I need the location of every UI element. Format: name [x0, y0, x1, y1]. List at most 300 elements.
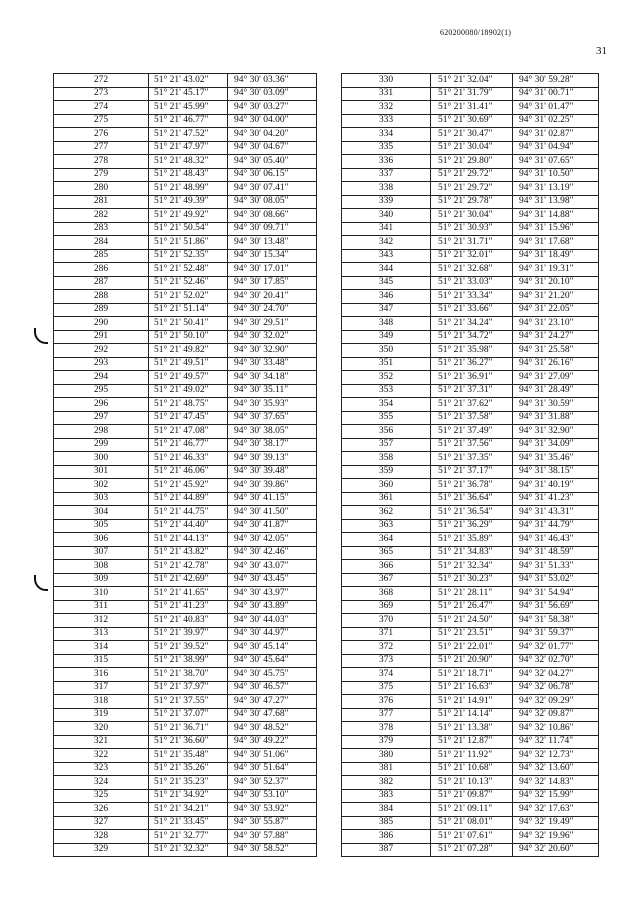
longitude-cell: 94° 30' 35.11" — [228, 384, 317, 398]
latitude-cell: 51° 21' 28.11" — [431, 587, 513, 601]
point-number-cell: 354 — [342, 398, 431, 412]
latitude-cell: 51° 21' 22.01" — [431, 641, 513, 655]
point-number-cell: 342 — [342, 236, 431, 250]
point-number-cell: 275 — [54, 114, 149, 128]
longitude-cell: 94° 31' 32.90" — [513, 425, 599, 439]
longitude-cell: 94° 31' 25.58" — [513, 344, 599, 358]
longitude-cell: 94° 32' 12.73" — [513, 749, 599, 763]
latitude-cell: 51° 21' 49.02" — [149, 384, 228, 398]
latitude-cell: 51° 21' 45.99" — [149, 101, 228, 115]
point-number-cell: 337 — [342, 168, 431, 182]
longitude-cell: 94° 30' 42.05" — [228, 533, 317, 547]
latitude-cell: 51° 21' 49.51" — [149, 357, 228, 371]
table-row — [342, 573, 599, 587]
longitude-cell: 94° 32' 04.27" — [513, 668, 599, 682]
table-row — [342, 600, 599, 614]
table-row — [54, 492, 317, 506]
point-number-cell: 322 — [54, 749, 149, 763]
latitude-cell: 51° 21' 45.92" — [149, 479, 228, 493]
point-number-cell: 283 — [54, 222, 149, 236]
latitude-cell: 51° 21' 47.45" — [149, 411, 228, 425]
point-number-cell: 294 — [54, 371, 149, 385]
point-number-cell: 305 — [54, 519, 149, 533]
latitude-cell: 51° 21' 37.49" — [431, 425, 513, 439]
point-number-cell: 279 — [54, 168, 149, 182]
longitude-cell: 94° 31' 04.94" — [513, 141, 599, 155]
longitude-cell: 94° 30' 04.20" — [228, 128, 317, 142]
table-row — [54, 573, 317, 587]
longitude-cell: 94° 31' 46.43" — [513, 533, 599, 547]
latitude-cell: 51° 21' 35.98" — [431, 344, 513, 358]
point-number-cell: 312 — [54, 614, 149, 628]
table-row — [342, 384, 599, 398]
point-number-cell: 285 — [54, 249, 149, 263]
longitude-cell: 94° 31' 21.20" — [513, 290, 599, 304]
latitude-cell: 51° 21' 34.21" — [149, 803, 228, 817]
table-row — [342, 290, 599, 304]
latitude-cell: 51° 21' 36.71" — [149, 722, 228, 736]
table-row — [342, 168, 599, 182]
longitude-cell: 94° 30' 41.15" — [228, 492, 317, 506]
table-row — [54, 411, 317, 425]
longitude-cell: 94° 30' 38.17" — [228, 438, 317, 452]
latitude-cell: 51° 21' 29.72" — [431, 168, 513, 182]
point-number-cell: 336 — [342, 155, 431, 169]
latitude-cell: 51° 21' 24.50" — [431, 614, 513, 628]
table-row — [342, 209, 599, 223]
table-row — [342, 735, 599, 749]
point-number-cell: 340 — [342, 209, 431, 223]
longitude-cell: 94° 30' 05.40" — [228, 155, 317, 169]
latitude-cell: 51° 21' 34.72" — [431, 330, 513, 344]
point-number-cell: 289 — [54, 303, 149, 317]
table-row — [54, 114, 317, 128]
point-number-cell: 309 — [54, 573, 149, 587]
longitude-cell: 94° 30' 29.51" — [228, 317, 317, 331]
point-number-cell: 311 — [54, 600, 149, 614]
longitude-cell: 94° 30' 39.86" — [228, 479, 317, 493]
latitude-cell: 51° 21' 37.97" — [149, 681, 228, 695]
longitude-cell: 94° 30' 37.65" — [228, 411, 317, 425]
latitude-cell: 51° 21' 52.48" — [149, 263, 228, 277]
longitude-cell: 94° 30' 13.48" — [228, 236, 317, 250]
point-number-cell: 368 — [342, 587, 431, 601]
table-row — [54, 546, 317, 560]
point-number-cell: 360 — [342, 479, 431, 493]
point-number-cell: 371 — [342, 627, 431, 641]
table-row — [54, 533, 317, 547]
table-row — [342, 546, 599, 560]
latitude-cell: 51° 21' 36.91" — [431, 371, 513, 385]
latitude-cell: 51° 21' 23.51" — [431, 627, 513, 641]
latitude-cell: 51° 21' 50.10" — [149, 330, 228, 344]
point-number-cell: 327 — [54, 816, 149, 830]
table-row — [54, 398, 317, 412]
point-number-cell: 273 — [54, 87, 149, 101]
table-row — [54, 519, 317, 533]
point-number-cell: 320 — [54, 722, 149, 736]
latitude-cell: 51° 21' 40.83" — [149, 614, 228, 628]
table-row — [342, 276, 599, 290]
longitude-cell: 94° 32' 02.70" — [513, 654, 599, 668]
latitude-cell: 51° 21' 47.08" — [149, 425, 228, 439]
table-row — [342, 128, 599, 142]
longitude-cell: 94° 32' 15.99" — [513, 789, 599, 803]
latitude-cell: 51° 21' 36.60" — [149, 735, 228, 749]
point-number-cell: 315 — [54, 654, 149, 668]
latitude-cell: 51° 21' 50.54" — [149, 222, 228, 236]
point-number-cell: 343 — [342, 249, 431, 263]
latitude-cell: 51° 21' 43.02" — [149, 74, 228, 88]
latitude-cell: 51° 21' 38.99" — [149, 654, 228, 668]
longitude-cell: 94° 32' 17.63" — [513, 803, 599, 817]
point-number-cell: 302 — [54, 479, 149, 493]
point-number-cell: 363 — [342, 519, 431, 533]
latitude-cell: 51° 21' 14.14" — [431, 708, 513, 722]
latitude-cell: 51° 21' 12.87" — [431, 735, 513, 749]
point-number-cell: 353 — [342, 384, 431, 398]
longitude-cell: 94° 31' 35.46" — [513, 452, 599, 466]
latitude-cell: 51° 21' 35.26" — [149, 762, 228, 776]
latitude-cell: 51° 21' 36.78" — [431, 479, 513, 493]
table-row — [342, 695, 599, 709]
table-row — [54, 762, 317, 776]
table-row — [342, 492, 599, 506]
point-number-cell: 282 — [54, 209, 149, 223]
point-number-cell: 349 — [342, 330, 431, 344]
longitude-cell: 94° 30' 32.02" — [228, 330, 317, 344]
table-row — [54, 74, 317, 88]
latitude-cell: 51° 21' 49.92" — [149, 209, 228, 223]
longitude-cell: 94° 30' 32.90" — [228, 344, 317, 358]
longitude-cell: 94° 30' 48.52" — [228, 722, 317, 736]
table-row — [54, 452, 317, 466]
point-number-cell: 274 — [54, 101, 149, 115]
point-number-cell: 364 — [342, 533, 431, 547]
longitude-cell: 94° 31' 44.79" — [513, 519, 599, 533]
table-row — [342, 533, 599, 547]
longitude-cell: 94° 30' 57.88" — [228, 830, 317, 844]
longitude-cell: 94° 31' 28.49" — [513, 384, 599, 398]
point-number-cell: 278 — [54, 155, 149, 169]
point-number-cell: 297 — [54, 411, 149, 425]
table-row — [342, 708, 599, 722]
table-row — [54, 371, 317, 385]
longitude-cell: 94° 32' 19.96" — [513, 830, 599, 844]
table-row — [54, 587, 317, 601]
table-row — [342, 789, 599, 803]
latitude-cell: 51° 21' 33.03" — [431, 276, 513, 290]
longitude-cell: 94° 31' 26.16" — [513, 357, 599, 371]
latitude-cell: 51° 21' 36.54" — [431, 506, 513, 520]
latitude-cell: 51° 21' 31.41" — [431, 101, 513, 115]
point-number-cell: 362 — [342, 506, 431, 520]
longitude-cell: 94° 30' 15.34" — [228, 249, 317, 263]
table-row — [342, 560, 599, 574]
table-row — [54, 249, 317, 263]
latitude-cell: 51° 21' 41.65" — [149, 587, 228, 601]
latitude-cell: 51° 21' 30.69" — [431, 114, 513, 128]
longitude-cell: 94° 31' 34.09" — [513, 438, 599, 452]
table-row — [54, 560, 317, 574]
latitude-cell: 51° 21' 30.93" — [431, 222, 513, 236]
point-number-cell: 333 — [342, 114, 431, 128]
longitude-cell: 94° 30' 38.05" — [228, 425, 317, 439]
table-row — [342, 236, 599, 250]
table-row — [54, 600, 317, 614]
table-row — [342, 776, 599, 790]
point-number-cell: 300 — [54, 452, 149, 466]
latitude-cell: 51° 21' 30.47" — [431, 128, 513, 142]
longitude-cell: 94° 31' 07.65" — [513, 155, 599, 169]
point-number-cell: 281 — [54, 195, 149, 209]
point-number-cell: 374 — [342, 668, 431, 682]
coordinates-table-left — [53, 73, 317, 857]
longitude-cell: 94° 31' 00.71" — [513, 87, 599, 101]
point-number-cell: 288 — [54, 290, 149, 304]
longitude-cell: 94° 31' 14.88" — [513, 209, 599, 223]
table-row — [54, 303, 317, 317]
latitude-cell: 51° 21' 46.06" — [149, 465, 228, 479]
table-row — [342, 722, 599, 736]
latitude-cell: 51° 21' 30.23" — [431, 573, 513, 587]
longitude-cell: 94° 32' 11.74" — [513, 735, 599, 749]
latitude-cell: 51° 21' 32.77" — [149, 830, 228, 844]
latitude-cell: 51° 21' 16.63" — [431, 681, 513, 695]
point-number-cell: 375 — [342, 681, 431, 695]
point-number-cell: 380 — [342, 749, 431, 763]
table-row — [342, 587, 599, 601]
longitude-cell: 94° 31' 02.25" — [513, 114, 599, 128]
table-row — [342, 654, 599, 668]
point-number-cell: 316 — [54, 668, 149, 682]
longitude-cell: 94° 31' 22.05" — [513, 303, 599, 317]
table-row — [54, 195, 317, 209]
point-number-cell: 323 — [54, 762, 149, 776]
table-row — [342, 411, 599, 425]
latitude-cell: 51° 21' 20.90" — [431, 654, 513, 668]
longitude-cell: 94° 30' 03.27" — [228, 101, 317, 115]
latitude-cell: 51° 21' 49.57" — [149, 371, 228, 385]
latitude-cell: 51° 21' 48.99" — [149, 182, 228, 196]
point-number-cell: 344 — [342, 263, 431, 277]
table-row — [342, 87, 599, 101]
point-number-cell: 292 — [54, 344, 149, 358]
table-row — [54, 803, 317, 817]
table-row — [54, 101, 317, 115]
point-number-cell: 293 — [54, 357, 149, 371]
longitude-cell: 94° 32' 01.77" — [513, 641, 599, 655]
table-row — [54, 465, 317, 479]
latitude-cell: 51° 21' 33.45" — [149, 816, 228, 830]
table-row — [54, 344, 317, 358]
latitude-cell: 51° 21' 36.27" — [431, 357, 513, 371]
coordinates-table-right — [341, 73, 599, 857]
latitude-cell: 51° 21' 30.04" — [431, 209, 513, 223]
longitude-cell: 94° 31' 01.47" — [513, 101, 599, 115]
latitude-cell: 51° 21' 49.39" — [149, 195, 228, 209]
longitude-cell: 94° 31' 18.49" — [513, 249, 599, 263]
point-number-cell: 350 — [342, 344, 431, 358]
latitude-cell: 51° 21' 44.75" — [149, 506, 228, 520]
latitude-cell: 51° 21' 38.70" — [149, 668, 228, 682]
longitude-cell: 94° 31' 23.10" — [513, 317, 599, 331]
point-number-cell: 295 — [54, 384, 149, 398]
point-number-cell: 378 — [342, 722, 431, 736]
longitude-cell: 94° 30' 51.06" — [228, 749, 317, 763]
longitude-cell: 94° 30' 43.45" — [228, 573, 317, 587]
table-row — [342, 330, 599, 344]
longitude-cell: 94° 31' 48.59" — [513, 546, 599, 560]
latitude-cell: 51° 21' 32.32" — [149, 843, 228, 857]
table-row — [54, 641, 317, 655]
table-row — [54, 749, 317, 763]
longitude-cell: 94° 31' 02.87" — [513, 128, 599, 142]
latitude-cell: 51° 21' 44.89" — [149, 492, 228, 506]
point-number-cell: 355 — [342, 411, 431, 425]
table-row — [54, 668, 317, 682]
longitude-cell: 94° 30' 39.48" — [228, 465, 317, 479]
longitude-cell: 94° 30' 51.64" — [228, 762, 317, 776]
longitude-cell: 94° 32' 10.86" — [513, 722, 599, 736]
point-number-cell: 306 — [54, 533, 149, 547]
point-number-cell: 347 — [342, 303, 431, 317]
longitude-cell: 94° 30' 08.05" — [228, 195, 317, 209]
point-number-cell: 298 — [54, 425, 149, 439]
latitude-cell: 51° 21' 34.24" — [431, 317, 513, 331]
point-number-cell: 358 — [342, 452, 431, 466]
latitude-cell: 51° 21' 29.78" — [431, 195, 513, 209]
point-number-cell: 303 — [54, 492, 149, 506]
latitude-cell: 51° 21' 29.80" — [431, 155, 513, 169]
point-number-cell: 324 — [54, 776, 149, 790]
latitude-cell: 51° 21' 32.04" — [431, 74, 513, 88]
longitude-cell: 94° 30' 17.01" — [228, 263, 317, 277]
page-number: 31 — [596, 45, 607, 57]
table-row — [54, 830, 317, 844]
latitude-cell: 51° 21' 37.62" — [431, 398, 513, 412]
longitude-cell: 94° 30' 47.68" — [228, 708, 317, 722]
table-row — [54, 276, 317, 290]
point-number-cell: 290 — [54, 317, 149, 331]
latitude-cell: 51° 21' 32.68" — [431, 263, 513, 277]
longitude-cell: 94° 32' 09.87" — [513, 708, 599, 722]
point-number-cell: 356 — [342, 425, 431, 439]
table-row — [342, 155, 599, 169]
longitude-cell: 94° 31' 17.68" — [513, 236, 599, 250]
point-number-cell: 338 — [342, 182, 431, 196]
point-number-cell: 276 — [54, 128, 149, 142]
table-row — [54, 222, 317, 236]
latitude-cell: 51° 21' 46.77" — [149, 438, 228, 452]
longitude-cell: 94° 31' 38.15" — [513, 465, 599, 479]
latitude-cell: 51° 21' 37.35" — [431, 452, 513, 466]
margin-bracket-mark — [34, 328, 48, 344]
table-row — [54, 357, 317, 371]
table-row — [342, 749, 599, 763]
point-number-cell: 317 — [54, 681, 149, 695]
table-row — [342, 465, 599, 479]
point-number-cell: 280 — [54, 182, 149, 196]
table-row — [54, 330, 317, 344]
table-row — [54, 776, 317, 790]
table-row — [342, 425, 599, 439]
latitude-cell: 51° 21' 37.17" — [431, 465, 513, 479]
latitude-cell: 51° 21' 35.89" — [431, 533, 513, 547]
latitude-cell: 51° 21' 49.82" — [149, 344, 228, 358]
longitude-cell: 94° 32' 19.49" — [513, 816, 599, 830]
point-number-cell: 351 — [342, 357, 431, 371]
document-id: 620200080/18902(1) — [440, 28, 512, 37]
latitude-cell: 51° 21' 09.87" — [431, 789, 513, 803]
table-row — [342, 303, 599, 317]
table-row — [342, 101, 599, 115]
longitude-cell: 94° 31' 41.23" — [513, 492, 599, 506]
table-row — [54, 290, 317, 304]
latitude-cell: 51° 21' 51.86" — [149, 236, 228, 250]
table-row — [342, 222, 599, 236]
longitude-cell: 94° 30' 55.87" — [228, 816, 317, 830]
table-row — [54, 614, 317, 628]
longitude-cell: 94° 30' 43.89" — [228, 600, 317, 614]
point-number-cell: 321 — [54, 735, 149, 749]
latitude-cell: 51° 21' 09.11" — [431, 803, 513, 817]
latitude-cell: 51° 21' 29.72" — [431, 182, 513, 196]
table-row — [54, 695, 317, 709]
longitude-cell: 94° 30' 39.13" — [228, 452, 317, 466]
longitude-cell: 94° 30' 44.03" — [228, 614, 317, 628]
point-number-cell: 304 — [54, 506, 149, 520]
point-number-cell: 326 — [54, 803, 149, 817]
point-number-cell: 361 — [342, 492, 431, 506]
point-number-cell: 313 — [54, 627, 149, 641]
latitude-cell: 51° 21' 42.78" — [149, 560, 228, 574]
longitude-cell: 94° 30' 33.48" — [228, 357, 317, 371]
point-number-cell: 357 — [342, 438, 431, 452]
longitude-cell: 94° 30' 44.97" — [228, 627, 317, 641]
longitude-cell: 94° 30' 41.50" — [228, 506, 317, 520]
table-row — [342, 195, 599, 209]
latitude-cell: 51° 21' 34.92" — [149, 789, 228, 803]
latitude-cell: 51° 21' 26.47" — [431, 600, 513, 614]
latitude-cell: 51° 21' 39.52" — [149, 641, 228, 655]
point-number-cell: 284 — [54, 236, 149, 250]
point-number-cell: 328 — [54, 830, 149, 844]
table-row — [54, 155, 317, 169]
longitude-cell: 94° 31' 24.27" — [513, 330, 599, 344]
table-row — [342, 438, 599, 452]
point-number-cell: 348 — [342, 317, 431, 331]
point-number-cell: 366 — [342, 560, 431, 574]
longitude-cell: 94° 31' 51.33" — [513, 560, 599, 574]
longitude-cell: 94° 31' 58.38" — [513, 614, 599, 628]
latitude-cell: 51° 21' 37.55" — [149, 695, 228, 709]
longitude-cell: 94° 30' 45.14" — [228, 641, 317, 655]
latitude-cell: 51° 21' 37.56" — [431, 438, 513, 452]
latitude-cell: 51° 21' 46.33" — [149, 452, 228, 466]
longitude-cell: 94° 31' 13.19" — [513, 182, 599, 196]
point-number-cell: 335 — [342, 141, 431, 155]
table-row — [54, 425, 317, 439]
latitude-cell: 51° 21' 42.69" — [149, 573, 228, 587]
longitude-cell: 94° 30' 04.00" — [228, 114, 317, 128]
table-row — [54, 708, 317, 722]
longitude-cell: 94° 31' 19.31" — [513, 263, 599, 277]
longitude-cell: 94° 30' 59.28" — [513, 74, 599, 88]
longitude-cell: 94° 30' 53.10" — [228, 789, 317, 803]
table-row — [342, 479, 599, 493]
point-number-cell: 287 — [54, 276, 149, 290]
